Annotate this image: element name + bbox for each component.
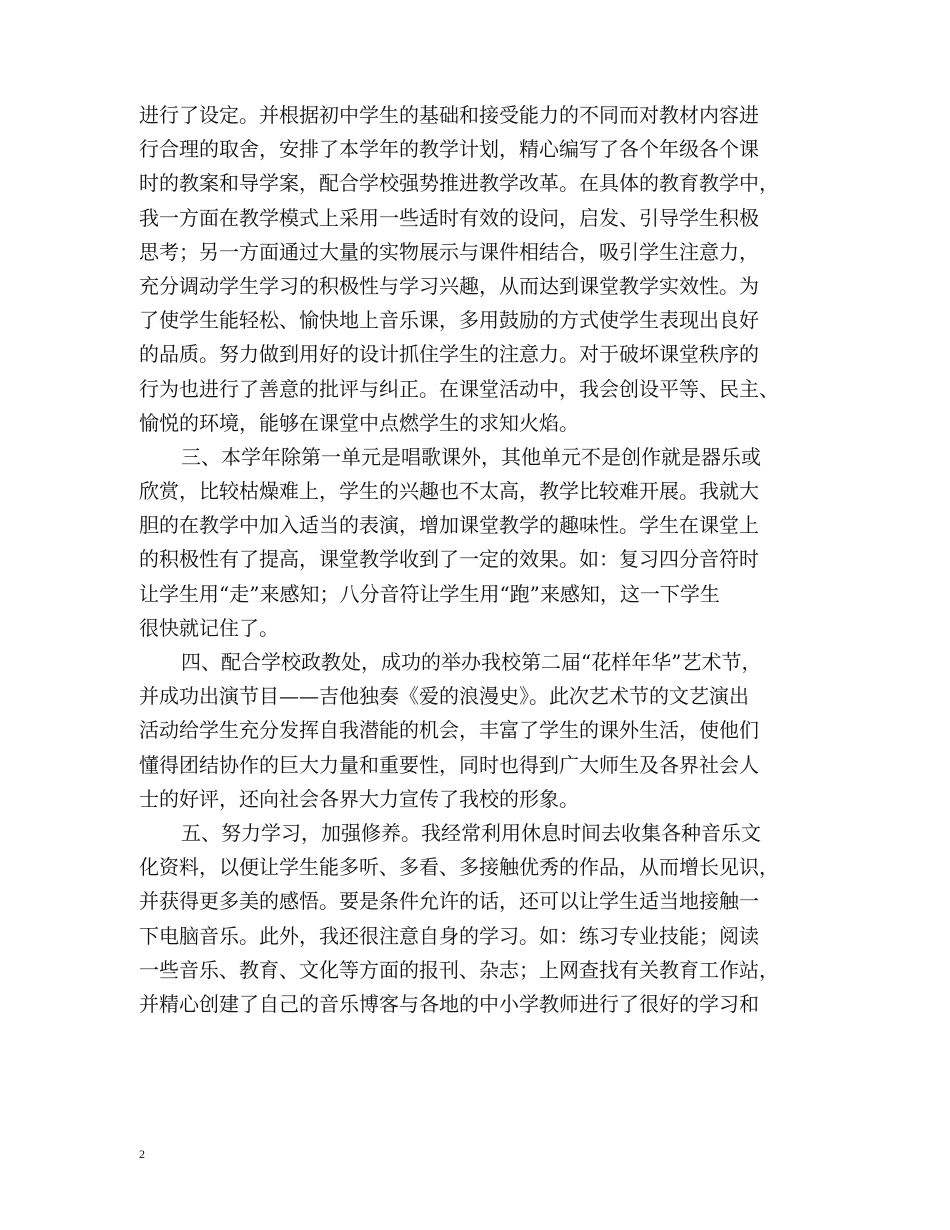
text-line: 懂得团结协作的巨大力量和重要性，同时也得到广大师生及各界社会人	[139, 752, 759, 777]
page-number: 2	[139, 1147, 145, 1161]
text-line: 并成功出演节目——吉他独奏《爱的浪漫史》。此次艺术节的文艺演出	[139, 684, 749, 709]
text-line: 活动给学生充分发挥自我潜能的机会，丰富了学生的课外生活，使他们	[139, 718, 759, 743]
text-line: 思考；另一方面通过大量的实物展示与课件相结合，吸引学生注意力，	[139, 239, 759, 264]
text-line: 很快就记住了。	[139, 615, 279, 640]
text-line: 时的教案和导学案，配合学校强势推进教学改革。在具体的教育教学中，	[139, 171, 779, 196]
text-line: 充分调动学生学习的积极性与学习兴趣，从而达到课堂教学实效性。为	[139, 273, 759, 298]
paragraph-first-line: 五、努力学习，加强修养。我经常利用休息时间去收集各种音乐文	[181, 820, 761, 845]
text-line: 行合理的取舍，安排了本学年的教学计划，精心编写了各个年级各个课	[139, 137, 759, 162]
document-body	[139, 98, 829, 1021]
text-line: 欣赏，比较枯燥难上，学生的兴趣也不太高，教学比较难开展。我就大	[139, 479, 759, 504]
text-line: 化资料，以便让学生能多听、多看、多接触优秀的作品，从而增长见识，	[139, 855, 779, 880]
text-line: 愉悦的环境，能够在课堂中点燃学生的求知火焰。	[139, 410, 579, 435]
text-line: 行为也进行了善意的批评与纠正。在课堂活动中，我会创设平等、民主、	[139, 376, 779, 401]
text-line: 让学生用“走”来感知；八分音符让学生用“跑”来感知，这一下学生	[139, 581, 720, 606]
text-line: 并获得更多美的感悟。要是条件允许的话，还可以让学生适当地接触一	[139, 889, 759, 914]
text-line: 胆的在教学中加入适当的表演，增加课堂教学的趣味性。学生在课堂上	[139, 513, 759, 538]
text-line: 的品质。努力做到用好的设计抓住学生的注意力。对于破坏课堂秩序的	[139, 342, 759, 367]
paragraph-first-line: 四、配合学校政教处，成功的举办我校第二届“花样年华”艺术节，	[181, 650, 762, 674]
text-line: 我一方面在教学模式上采用一些适时有效的设问，启发、引导学生积极	[139, 205, 759, 230]
text-line: 并精心创建了自己的音乐博客与各地的中小学教师进行了很好的学习和	[139, 991, 759, 1016]
text-line: 士的好评，还向社会各界大力宣传了我校的形象。	[139, 786, 579, 811]
text-line: 了使学生能轻松、愉快地上音乐课，多用鼓励的方式使学生表现出良好	[139, 308, 759, 333]
paragraph-first-line: 三、本学年除第一单元是唱歌课外，其他单元不是创作就是器乐或	[181, 444, 761, 469]
text-line: 一些音乐、教育、文化等方面的报刊、杂志；上网查找有关教育工作站，	[139, 957, 779, 982]
text-line: 进行了设定。并根据初中学生的基础和接受能力的不同而对教材内容进	[139, 103, 759, 127]
text-line: 下电脑音乐。此外，我还很注意自身的学习。如：练习专业技能；阅读	[139, 923, 759, 948]
text-line: 的积极性有了提高，课堂教学收到了一定的效果。如：复习四分音符时	[139, 547, 759, 572]
